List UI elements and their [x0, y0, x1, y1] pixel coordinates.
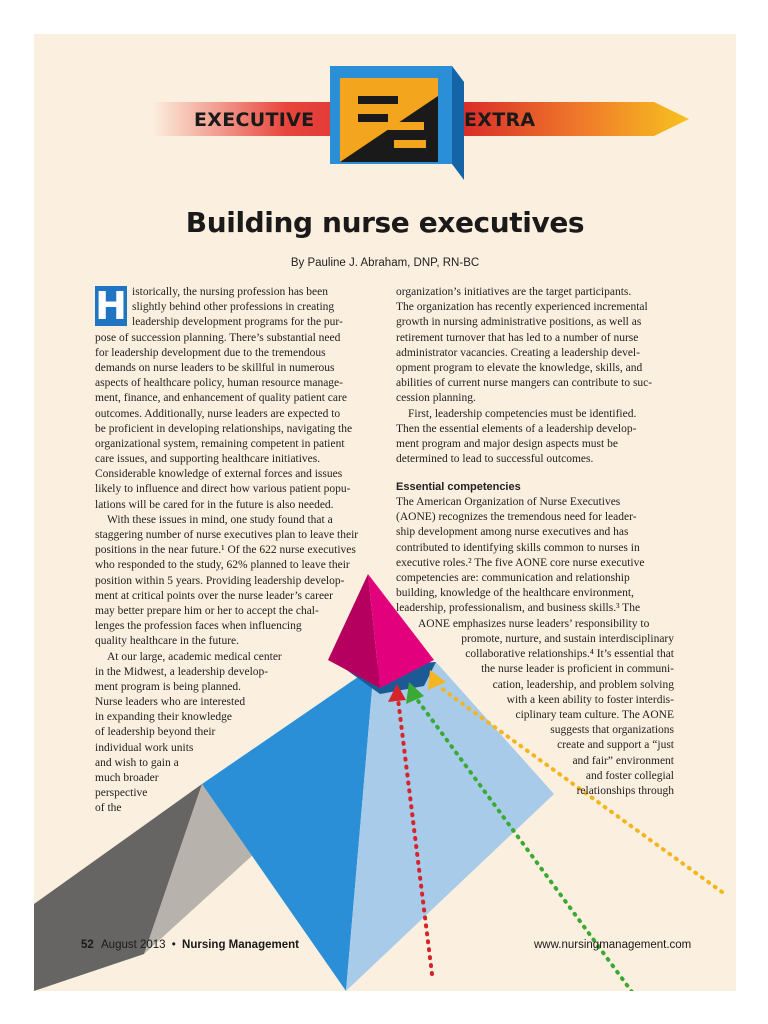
text-line: ciplinary team culture. The AONE: [515, 708, 674, 721]
text-line: administrator vacancies. Creating a leadership devel-: [396, 346, 640, 359]
text-line: much broader: [95, 772, 159, 785]
column-2-wrap-lines: [34, 632, 674, 799]
publication-name: Nursing Management: [182, 939, 299, 951]
column-2-continued: [396, 495, 644, 617]
text-line: relationships through: [576, 784, 674, 797]
text-line: organization’s initiatives are the target participants.: [396, 286, 632, 298]
text-line: determined to lead to successful outcomes.: [396, 453, 594, 466]
text-line: opment program to elevate the knowledge, skills, and: [396, 361, 643, 374]
text-line: promote, nurture, and sustain interdisciplinary: [461, 633, 674, 645]
text-line: suggests that organizations: [550, 724, 674, 737]
issue-date: August 2013: [101, 939, 166, 951]
text-line: Nurse leaders who are interested: [95, 696, 246, 709]
text-line: abilities of current nurse mangers can contribute to suc-: [396, 377, 653, 390]
text-line: care issues, and supporting healthcare initiatives.: [95, 453, 321, 466]
text-line: and wish to gain a: [95, 756, 179, 769]
text-line: with a keen ability to foster interdis-: [506, 693, 674, 706]
text-line: ment program is being planned.: [95, 680, 241, 693]
banner-left-word: EXECUTIVE: [194, 109, 315, 131]
column-1: [132, 285, 343, 331]
text-line: aspects of healthcare policy, human resource manage-: [95, 377, 343, 390]
text-line: and foster collegial: [585, 769, 674, 782]
banner-right-word: EXTRA: [464, 109, 536, 131]
text-line: leadership, professionalism, and business skills.³ The: [396, 602, 641, 615]
text-line: contributed to identifying skills common to nurses in: [396, 541, 640, 554]
text-line: building, knowledge of the healthcare environment,: [396, 587, 634, 600]
magazine-page: [34, 34, 736, 991]
text-line: perspective: [95, 787, 148, 800]
text-line: in expanding their knowledge: [95, 711, 233, 724]
text-line: ment at critical points over the nurse leader’s career: [95, 589, 333, 602]
text-line: First, leadership competencies must be identified.: [408, 407, 637, 420]
article-title: Building nurse executives: [185, 206, 585, 239]
text-line: istorically, the nursing profession has been: [132, 286, 328, 298]
text-line: quality healthcare in the future.: [95, 635, 240, 648]
text-line: Then the essential elements of a leadership develop-: [396, 422, 637, 435]
text-line: be proficient in developing relationships, navigating the: [95, 422, 353, 435]
text-line: demands on nurse leaders to be skillful in numerous: [95, 361, 335, 374]
footer-left: [81, 939, 299, 951]
text-line: may better prepare him or her to accept the chal-: [95, 604, 319, 617]
text-line: for leadership development due to the tremendous: [95, 346, 326, 359]
text-line: ment program and major design aspects must be: [396, 437, 618, 450]
text-line: AONE emphasizes nurse leaders’ responsibility to: [418, 617, 650, 630]
text-line: cession planning.: [396, 392, 476, 405]
text-line: staggering number of nurse executives plan to leave their: [95, 529, 359, 542]
text-line: At our large, academic medical center: [107, 650, 282, 663]
text-line: organizational system, remaining competent in patient: [95, 437, 345, 450]
text-line: competencies are: communication and relationship: [396, 571, 630, 584]
text-line: With these issues in mind, one study found that a: [107, 513, 333, 526]
text-line: position within 5 years. Providing leadership develop-: [95, 574, 345, 587]
text-line: create and support a “just: [557, 739, 674, 752]
byline: By Pauline J. Abraham, DNP, RN-BC: [290, 257, 480, 269]
text-line: leadership development programs for the pur-: [132, 316, 343, 329]
text-line: The organization has recently experienced incremental: [396, 301, 648, 314]
text-line: of the: [95, 802, 122, 815]
section-heading: Essential competencies: [396, 481, 521, 493]
text-line: slightly behind other professions in creating: [132, 301, 335, 314]
text-line: outcomes. Additionally, nurse leaders are expected to: [95, 407, 341, 420]
text-line: ment, finance, and enhancement of quality patient care: [95, 392, 347, 405]
footer-url[interactable]: www.nursingmanagement.com: [534, 939, 692, 951]
text-line: ship development among nurse executives and has: [396, 526, 629, 539]
text-line: lenges the profession faces when influencing: [95, 620, 302, 633]
dropcap: H: [95, 284, 127, 328]
column-2-wrap: [418, 617, 649, 632]
column-2: [396, 285, 652, 467]
text-line: growth in nursing administrative positions, as well as: [396, 316, 642, 329]
text-line: The American Organization of Nurse Executives: [396, 496, 621, 508]
text-line: Considerable knowledge of external forces and issues: [95, 468, 343, 481]
text-line: of leadership beyond their: [95, 726, 216, 739]
text-line: positions in the near future.¹ Of the 622 nurse executives: [95, 544, 356, 557]
text-line: lations will be cared for in the future is also needed.: [95, 498, 334, 511]
text-line: likely to influence and direct how various patient popu-: [95, 483, 351, 496]
page-number: 52: [81, 939, 94, 951]
text-line: and fair” environment: [572, 754, 674, 767]
text-line: the nurse leader is proficient in communi-: [481, 663, 674, 676]
text-line: collaborative relationships.⁴ It’s essential that: [465, 648, 674, 661]
text-line: cation, leadership, and problem solving: [492, 678, 674, 691]
text-line: pose of succession planning. There’s substantial need: [95, 331, 341, 344]
text-line: retirement turnover that has led to a number of nurse: [396, 331, 639, 344]
text-line: who responded to the study, 62% planned to leave their: [95, 559, 350, 572]
text-line: (AONE) recognizes the tremendous need for leader-: [396, 511, 637, 524]
text-line: in the Midwest, a leadership develop-: [95, 665, 269, 678]
text-line: executive roles.² The five AONE core nurse executive: [396, 556, 645, 569]
footer-bullet: •: [171, 939, 176, 951]
text-line: individual work units: [95, 741, 194, 754]
